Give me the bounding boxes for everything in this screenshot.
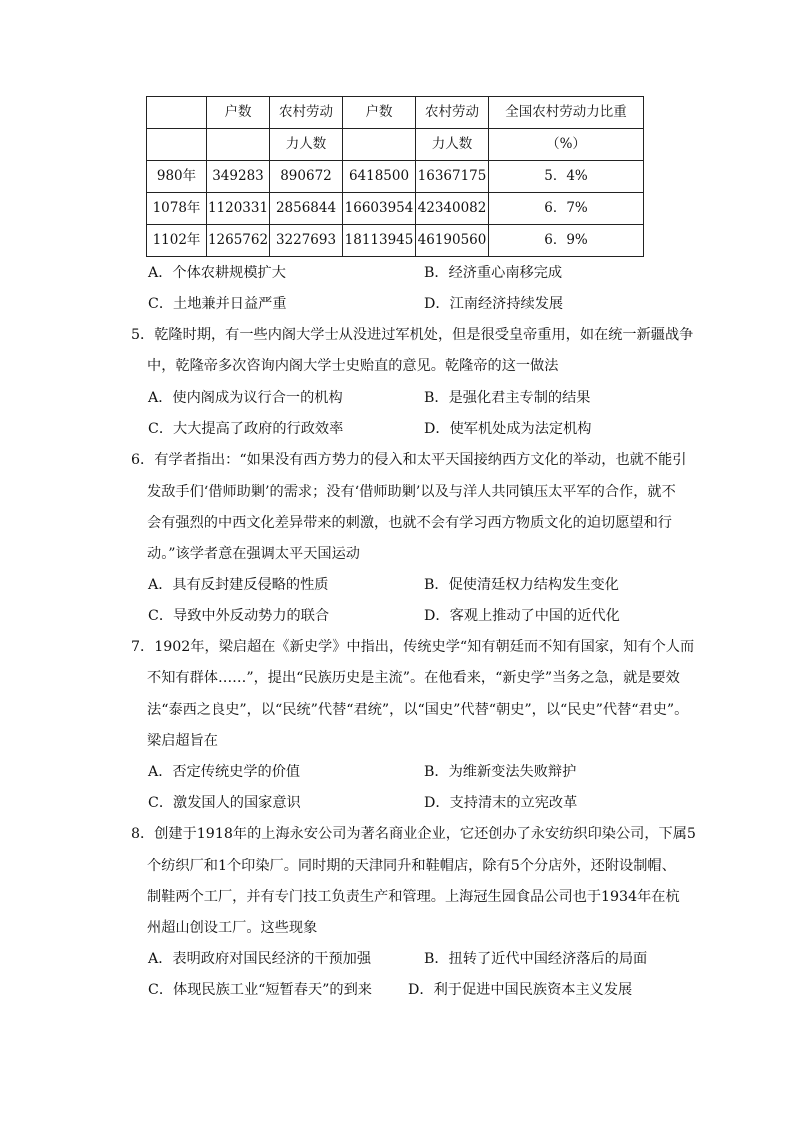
table-header-row (147, 129, 644, 161)
table-header-cell (147, 97, 207, 129)
table-cell: 349283 (207, 161, 270, 193)
table-row (147, 225, 644, 257)
table-cell: 46190560 (416, 225, 489, 257)
q7-stem-line: 不知有群体……”，提出“民族历史是主流”。在他看来，“新史学”当务之急，就是要效 (147, 670, 680, 686)
q5-option-b: B．是强化君主专制的结果 (424, 390, 591, 406)
q5-option-c: C．大大提高了政府的行政效率 (148, 421, 344, 437)
q6-option-d: D．客观上推动了中国的近代化 (424, 608, 620, 624)
table-header-cell (207, 129, 270, 161)
labor-data-table (146, 96, 644, 257)
table-header-cell (147, 129, 207, 161)
table-header-cell: 户数 (207, 97, 270, 129)
q7-option-c: C．激发国人的国家意识 (148, 795, 301, 811)
q7-stem-line: 法“泰西之良史”，以“民统”代替“君统”，以“国史”代替“朝史”，以“民史”代替“君史”。 (147, 702, 689, 718)
q4-option-c: C．土地兼并日益严重 (148, 296, 287, 312)
q4-option-a: A．个体农耕规模扩大 (148, 265, 286, 281)
table-row (147, 193, 644, 225)
q7-stem-line: 7．1902年，梁启超在《新史学》中指出，传统史学“知有朝廷而不知有国家，知有个人而 (131, 639, 695, 655)
q6-stem-line: 6．有学者指出：“如果没有西方势力的侵入和太平天国接纳西方文化的举动，也就不能引 (131, 452, 687, 468)
q6-option-c: C．导致中外反动势力的联合 (148, 608, 330, 624)
table-header-cell (343, 129, 416, 161)
q5-option-a: A．使内阁成为议行合一的机构 (148, 390, 343, 406)
table-header-cell: 力人数 (270, 129, 343, 161)
table-header-cell: 农村劳动 (416, 97, 489, 129)
q8-stem-line: 制鞋两个工厂，并有专门技工负责生产和管理。上海冠生园食品公司也于1934年在杭 (147, 889, 680, 905)
q6-stem-line: 动。”该学者意在强调太平天国运动 (147, 546, 360, 562)
q4-option-d: D．江南经济持续发展 (424, 296, 564, 312)
q8-option-c: C．体现民族工业“短暂春天”的到来 (148, 982, 372, 998)
table-cell: 6．7% (489, 193, 644, 225)
q6-option-a: A．具有反封建反侵略的性质 (148, 577, 329, 593)
table-cell: 6．9% (489, 225, 644, 257)
q8-stem-line: 个纺织厂和1个印染厂。同时期的天津同升和鞋帽店，除有5个分店外，还附设制帽、 (147, 858, 676, 874)
table-cell: 18113945 (343, 225, 416, 257)
table-cell: 1265762 (207, 225, 270, 257)
q6-option-b: B．促使清廷权力结构发生变化 (424, 577, 619, 593)
table-header-row (147, 97, 644, 129)
table-header-cell: 户数 (343, 97, 416, 129)
q8-stem-line: 州超山创设工厂。这些现象 (147, 920, 318, 936)
q6-stem-line: 发敌手们‘借师助剿’的需求；没有‘借师助剿’以及与洋人共同镇压太平军的合作，就不 (147, 484, 676, 500)
q8-option-a: A．表明政府对国民经济的干预加强 (148, 951, 372, 967)
q5-stem-line: 5．乾隆时期，有一些内阁大学士从没进过军机处，但是很受皇帝重用，如在统一新疆战争 (131, 327, 694, 343)
table-header-cell: （%） (489, 129, 644, 161)
q5-option-d: D．使军机处成为法定机构 (424, 421, 592, 437)
table-cell: 1120331 (207, 193, 270, 225)
q6-stem-line: 会有强烈的中西文化差异带来的刺激，也就不会有学习西方物质文化的迫切愿望和行 (147, 515, 672, 531)
table-cell: 3227693 (270, 225, 343, 257)
table-cell: 42340082 (416, 193, 489, 225)
table-cell: 6418500 (343, 161, 416, 193)
table-cell: 2856844 (270, 193, 343, 225)
table-cell: 1078年 (147, 193, 207, 225)
table-cell: 16367175 (416, 161, 489, 193)
q8-option-d: D．利于促进中国民族资本主义发展 (408, 982, 633, 998)
q8-option-b: B．扭转了近代中国经济落后的局面 (424, 951, 648, 967)
table-cell: 890672 (270, 161, 343, 193)
table-row (147, 161, 644, 193)
q5-stem-line: 中，乾隆帝多次咨询内阁大学士史贻直的意见。乾隆帝的这一做法 (147, 358, 559, 374)
q7-option-b: B．为维新变法失败辩护 (424, 764, 577, 780)
table-cell: 1102年 (147, 225, 207, 257)
q4-option-b: B．经济重心南移完成 (424, 265, 563, 281)
q8-stem-line: 8．创建于1918年的上海永安公司为著名商业企业，它还创办了永安纺织印染公司，下属5 (131, 826, 696, 842)
table-header-cell: 农村劳动 (270, 97, 343, 129)
q7-option-a: A．否定传统史学的价值 (148, 764, 301, 780)
table-cell: 16603954 (343, 193, 416, 225)
table-cell: 980年 (147, 161, 207, 193)
q7-stem-line: 梁启超旨在 (147, 733, 218, 749)
table-header-cell: 全国农村劳动力比重 (489, 97, 644, 129)
table-header-cell: 力人数 (416, 129, 489, 161)
q7-option-d: D．支持清末的立宪改革 (424, 795, 578, 811)
table-cell: 5．4% (489, 161, 644, 193)
